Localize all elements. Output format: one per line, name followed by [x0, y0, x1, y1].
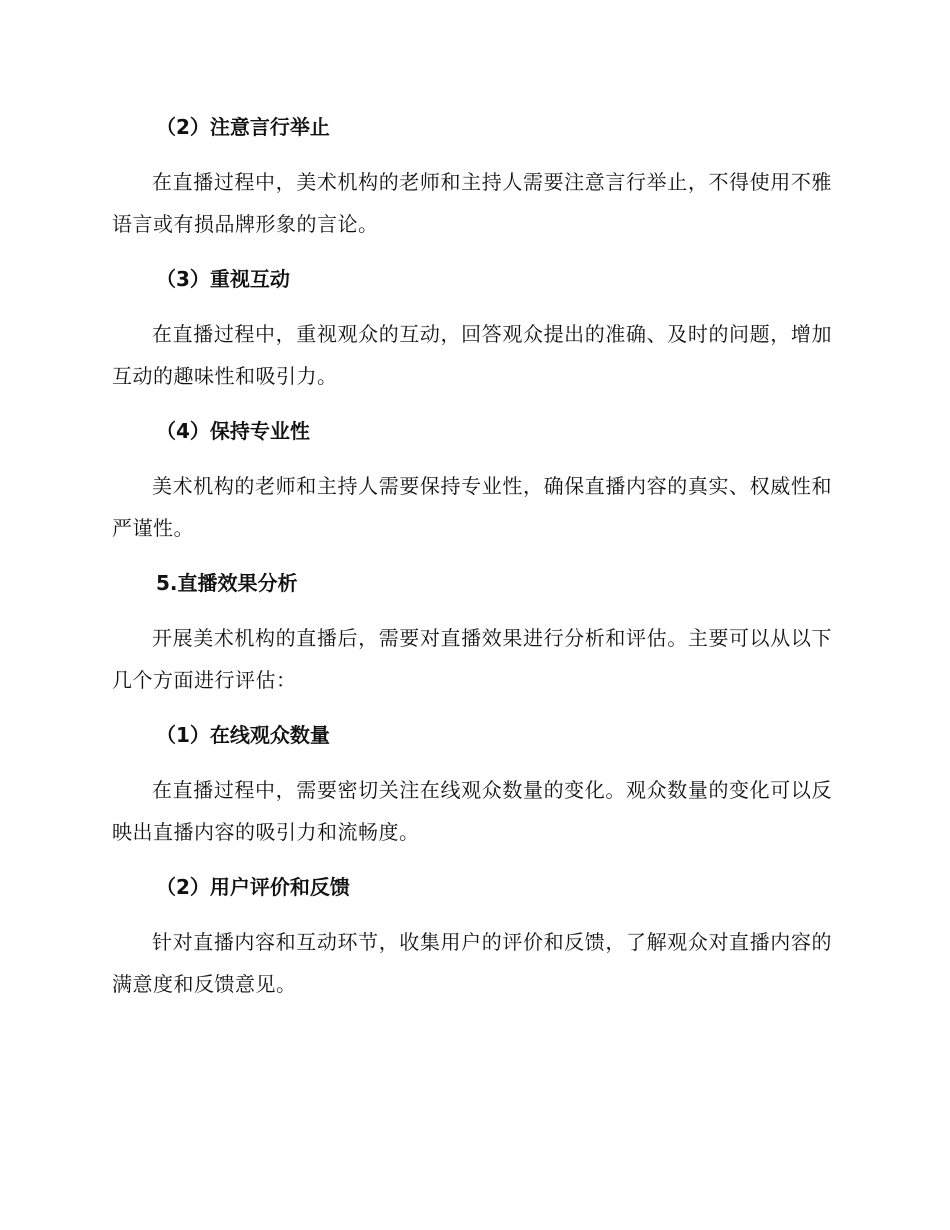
paragraph-online-viewers: 在直播过程中，需要密切关注在线观众数量的变化。观众数量的变化可以反映出直播内容的吸引力和流畅度。: [112, 778, 832, 844]
section-heading-live-effect-analysis: 5.直播效果分析: [156, 571, 298, 595]
subheading-mind-conduct: （2）注意言行举止: [156, 115, 330, 139]
paragraph-mind-conduct: 在直播过程中，美术机构的老师和主持人需要注意言行举止，不得使用不雅语言或有损品牌形象的言论。: [112, 170, 832, 236]
paragraph-professionalism: 美术机构的老师和主持人需要保持专业性，确保直播内容的真实、权威性和严谨性。: [112, 474, 832, 540]
subheading-online-viewers: （1）在线观众数量: [156, 723, 330, 747]
subheading-value-interaction: （3）重视互动: [156, 267, 290, 291]
subheading-professionalism: （4）保持专业性: [156, 419, 310, 443]
subheading-user-feedback: （2）用户评价和反馈: [156, 875, 350, 899]
paragraph-user-feedback: 针对直播内容和互动环节，收集用户的评价和反馈，了解观众对直播内容的满意度和反馈意见。: [112, 930, 832, 996]
paragraph-live-effect-analysis: 开展美术机构的直播后，需要对直播效果进行分析和评估。主要可以从以下几个方面进行评估：: [112, 626, 832, 692]
paragraph-value-interaction: 在直播过程中，重视观众的互动，回答观众提出的准确、及时的问题，增加互动的趣味性和吸引力。: [112, 322, 832, 388]
